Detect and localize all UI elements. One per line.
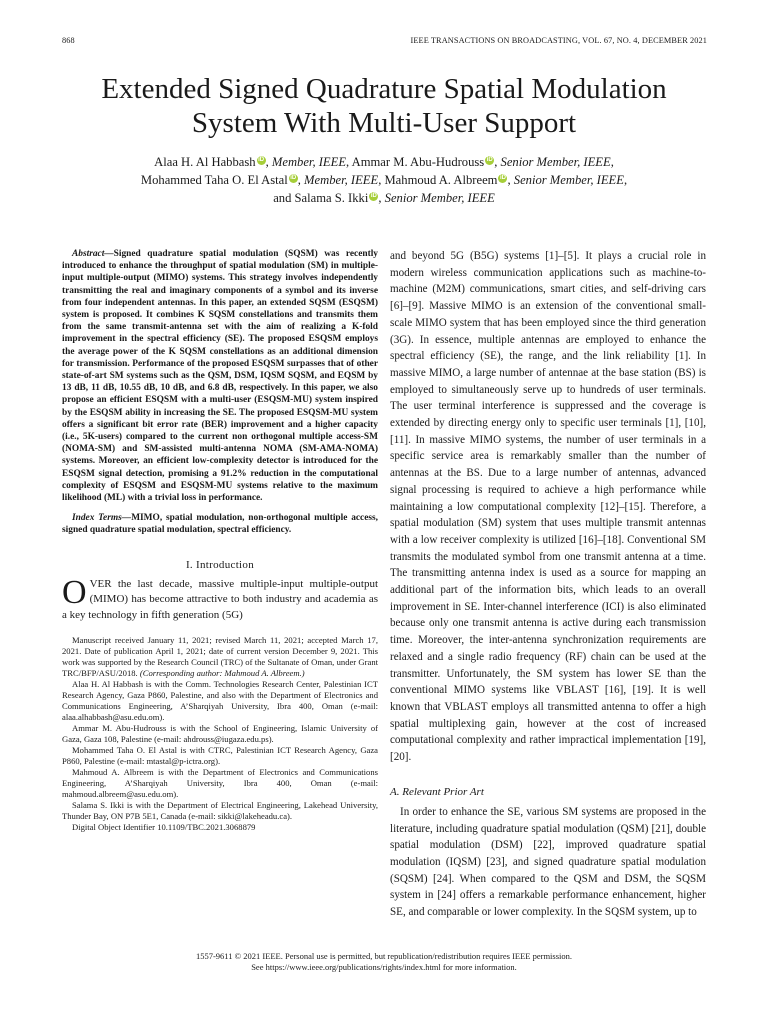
author-role: Member, IEEE bbox=[271, 155, 347, 169]
author-line-3: and Salama S. Ikki iD , Senior Member, IEEE bbox=[273, 191, 495, 205]
footnote-manuscript-text: Manuscript received January 11, 2021; revised March 11, 2021; accepted March 17, 2021. Date of publication April 1, 2021; date of current version December 9, 2021. This work was supported by the Research Council (TRC) of the Sultanate of Oman, under Grant TRC/BFP/ASU/2018. bbox=[62, 635, 378, 679]
drop-cap: O bbox=[62, 573, 87, 611]
footnote-author-5: Salama S. Ikki is with the Department of Electrical Engineering, Lakehead University, Thunder Bay, ON P7B 5E1, Canada (e-mail: sikki@lakeheadu.ca). bbox=[62, 800, 378, 822]
abstract-text: Signed quadrature spatial modulation (SQSM) was recently introduced to enhance the throughput of spatial modulation (SM) in multiple-input multiple-output (MIMO) systems. This strategy involves independently transmitting the real and imaginary components of a symbol and its inverse from four independent antennas. In this paper, an extended SQSM (ESQSM) system is proposed. It combines K SQSM constellations and transmits them from the same transmit-antenna set with the aim of realizing a K-fold improvement in the spectral efficiency (SE). The proposed ESQSM employs the average power of the K SQSM constellations as an additional dimension for transmission. Performance of the proposed ESQSM surpasses that of other state-of-art SM systems such as the QSM, DSM, IQSM SQSM, and EQSM by 13 dB, 11 dB, 10.55 dB, 10 dB, and 6.8 dB, respectively. In this paper, we also propose an efficient ESQSM with a multi-user (ESQSM-MU) system inspired by the ESQSM ability in increasing the SE. The proposed ESQSM-MU system offers a significant bit error rate (BER) improvement and a higher capacity (i.e., 5K-users) compared to the current non orthogonal multiple access-SM (NOMA-SM) and SM-assisted multi-antenna NOMA (SM-AMA-NOMA) systems. Moreover, an efficient low-complexity detector is introduced for the ESQSM signal detection, promising a 91.2% reduction in the computational complexity of ESQSM and ESQSM-MU systems relative to the maximum likelihood (ML) with a trivial loss in performance. bbox=[62, 249, 378, 504]
author-role: Senior Member, IEEE bbox=[500, 155, 611, 169]
footnote-author-1: Alaa H. Al Habbash is with the Comm. Technologies Research Center, Palestinian ICT Research Agency, Gaza P860, Palestine, and also with the Department of Electronics and Communications Engineering, A’Sharqiyah University, Ibra 400, Oman (e-mail: alaa.alhabbash@asu.edu.om). bbox=[62, 679, 378, 723]
page-number: 868 bbox=[62, 36, 75, 45]
orcid-icon[interactable]: iD bbox=[499, 174, 506, 181]
footnote-author-3: Mohammed Taha O. El Astal is with CTRC, Palestinian ICT Research Agency, Gaza P860, Palestine (e-mail: mtastal@p-ictra.org). bbox=[62, 745, 378, 767]
orcid-icon[interactable]: iD bbox=[290, 174, 297, 181]
author-name: Mohammed Taha O. El Astal bbox=[140, 173, 288, 187]
section-heading: I. Introduction bbox=[185, 558, 255, 571]
author-role: Senior Member, IEEE bbox=[513, 173, 624, 187]
author-name: Salama S. Ikki bbox=[294, 191, 369, 205]
index-terms bbox=[62, 512, 378, 536]
footnote-manuscript bbox=[62, 635, 378, 679]
footnote-author-2: Ammar M. Abu-Hudrouss is with the School of Engineering, Islamic University of Gaza, Gaza 108, Palestine (e-mail: ahdrouss@iugaza.edu.ps). bbox=[62, 723, 378, 745]
left-column bbox=[62, 248, 378, 833]
paper-title bbox=[0, 72, 768, 140]
body-paragraph-1: and beyond 5G (B5G) systems [1]–[5]. It plays a crucial role in modern wireless communication applications such as machine-to-machine (M2M) communications, smart cities, and self-driving cars [6]–[9]. Massive MIMO is an extension of the conventional small-scale MIMO system that has been employed since the third generation (3G). In essence, multiple antennas are employed to enhance the spectral efficiency (SE), the range, and the link reliability [1]. In massive MIMO, a large number of antennae at the base station (BS) is employed to simultaneously serve up to hundreds of user terminals. The user terminal interference is suppressed and the coverage is extended by directing energy only to specific user terminals [1], [10], [11]. In massive MIMO systems, the number of user terminals in a specific service area is remarkably smaller than the number of antennas at the BS. Due to a large number of antennas, advanced signal processing is required to achieve a high performance while maintaining a low computational complexity [12]–[15]. Therefore, a spatial modulation (SM) system that uses multiple transmit antennas with a low receiver complexity is utilized [16]–[18]. Conventional SM transmits the modulated symbol from one transmit antenna at a time. The transmitting antenna index is used as a source for mapping an additional part of the information bits, which leads to an overall improvement in SE. Inter-channel interference (ICI) is also eliminated because only one transmit antenna is active during each transmission time. Moreover, the inter-antenna synchronization requirements are relaxed and a single radio frequency (RF) chain can be used at the transmitter. Unfortunately, the SM system has lower SE than the conventional MIMO systems like VBLAST [16], [19]. It is well known that VBLAST employs all transmitted antenna to offer a high spatial multiplexing gain, however at the cost of increased computational complexity and rather impractical implementation [19], [20]. bbox=[390, 250, 706, 764]
body-paragraph-2: In order to enhance the SE, various SM systems are proposed in the literature, including quadrature spatial modulation (QSM) [21], double spatial modulation (DSM) [22], improved quadrature spatial modulation (IQSM) [23], and signed quadrature spatial modulation (SQSM) [24]. When compared to the QSM and DSM, the SQSM system in [24] offers a remarkable performance enhancement, higher SE, and comparable or lower complexity. In the SQSM system, up to bbox=[390, 805, 706, 919]
index-terms-text: MIMO, spatial modulation, non-orthogonal multiple access, signed quadrature spatial modulation, spectral efficiency. bbox=[62, 513, 379, 536]
title-line-2: System With Multi-User Support bbox=[191, 107, 577, 139]
rights-link-line[interactable]: See https://www.ieee.org/publications/rights/index.html for more information. bbox=[251, 962, 517, 972]
abstract bbox=[62, 248, 378, 504]
author-role: Member, IEEE bbox=[304, 173, 379, 187]
doi[interactable]: Digital Object Identifier 10.1109/TBC.2021.3068879 bbox=[72, 822, 256, 833]
copyright-footer bbox=[0, 951, 768, 973]
footnotes bbox=[62, 635, 378, 833]
author-role: Senior Member, IEEE bbox=[384, 191, 495, 205]
orcid-icon[interactable]: iD bbox=[258, 156, 265, 163]
index-terms-label: Index Terms— bbox=[72, 513, 132, 524]
author-line-1: Alaa H. Al Habbash iD , Member, IEEE, Ammar M. Abu-Hudrouss iD , Senior Member, IEEE, bbox=[154, 155, 614, 169]
author-name: Ammar M. Abu-Hudrouss bbox=[351, 155, 485, 169]
author-name: Alaa H. Al Habbash bbox=[154, 155, 256, 169]
abstract-label: Abstract— bbox=[72, 249, 114, 259]
author-name: Mahmoud A. Albreem bbox=[384, 173, 498, 187]
right-column bbox=[390, 248, 706, 921]
journal-header: IEEE TRANSACTIONS ON BROADCASTING, VOL. 67, NO. 4, DECEMBER 2021 bbox=[410, 36, 707, 45]
author-line-2: Mohammed Taha O. El Astal iD , Member, IEEE, Mahmoud A. Albreem iD , Senior Member, IEEE, bbox=[140, 173, 628, 187]
corresponding-author: (Corresponding author: Mahmoud A. Albreem.) bbox=[139, 668, 305, 679]
orcid-icon[interactable]: iD bbox=[370, 192, 377, 199]
subsection-heading: A. Relevant Prior Art bbox=[390, 785, 484, 798]
title-line-1: Extended Signed Quadrature Spatial Modulation bbox=[101, 73, 667, 105]
footnote-author-4: Mahmoud A. Albreem is with the Department of Electronics and Communications Engineering, A’Sharqiyah University, Ibra 400, Oman (e-mail: mahmoud.albreem@asu.edu.om). bbox=[62, 767, 378, 800]
intro-text: VER the last decade, massive multiple-input multiple-output (MIMO) has become attractive to both industry and academia as a key technology in fifth generation (5G) bbox=[62, 577, 378, 621]
intro-paragraph bbox=[62, 573, 378, 624]
orcid-icon[interactable]: iD bbox=[486, 156, 493, 163]
copyright-line: 1557-9611 © 2021 IEEE. Personal use is permitted, but republication/redistribution requires IEEE permission. bbox=[195, 951, 573, 961]
author-list bbox=[0, 153, 768, 207]
author-conjunction: and bbox=[273, 191, 292, 205]
